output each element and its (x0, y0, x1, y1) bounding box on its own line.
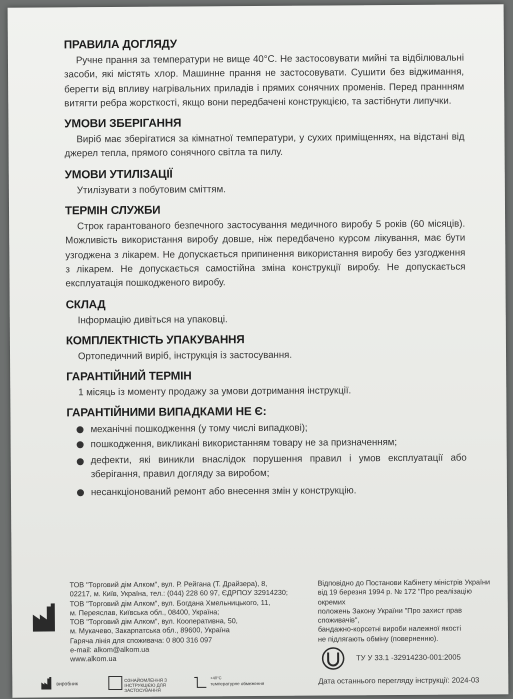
section-service-life (65, 203, 466, 292)
legal-line: положень Закону України "Про захист прав споживачів", (317, 605, 462, 625)
bullet-icon (77, 490, 84, 497)
list-item (67, 435, 467, 453)
email: e-mail: alkom@alkom.ua (70, 644, 150, 655)
list-item-text: пошкодження, викликані використанням товару не за призначенням; (90, 437, 398, 451)
section-text: Утилізувати з побутовим сміттям. (76, 184, 226, 197)
list-item-text: дефекти, які виникли внаслідок порушення правил і умов експлуатації або зберігання, правил догляду за виробом; (90, 452, 467, 481)
section-title: УМОВИ ЗБЕРІГАННЯ (64, 117, 182, 131)
manufacturer-address (70, 579, 291, 664)
legal-line: від 19 березня 1994 р. № 172 "Про реалізацію окремих (317, 586, 472, 607)
section-care (64, 37, 464, 112)
section-warranty-exclusions (66, 405, 467, 501)
section-text: Ортопедичний виріб, інструкція із застосування. (77, 349, 293, 363)
exclusions-list (66, 420, 467, 501)
section-text: 1 місяць із моменту продажу за умови дотримання інструкції. (78, 385, 352, 399)
section-warranty-term (66, 369, 466, 401)
ua-conformity-mark-icon (321, 646, 345, 670)
symbols-row (40, 675, 310, 697)
legal-line: Відповідно до Постанови Кабінету міністрів України (317, 577, 491, 588)
section-title: ГАРАНТІЙНИЙ ТЕРМІН (66, 370, 192, 384)
address-line: ТОВ "Торговий дім Алком", вул. Богдана Хмельницького, 11, (69, 597, 271, 608)
section-storage (64, 116, 464, 162)
list-item-text: несанкціонований ремонт або внесення змін у конструкцію. (90, 485, 357, 499)
hotline: Гаряча лінія для споживача: 0 800 316 097 (69, 635, 213, 646)
footer (26, 577, 497, 692)
section-package-contents (66, 332, 466, 364)
instructions-label: ОЗНАЙОМЛЕННЯ З ІНСТРУКЦІЄЮ ДЛЯ ЗАСТОСУВАННЯ (124, 677, 167, 693)
section-title: ГАРАНТІЙНИМИ ВИПАДКАМИ НЕ Є: (66, 406, 267, 420)
temperature-limit-icon (192, 675, 208, 689)
section-title: КОМПЛЕКТНІСТЬ УПАКУВАННЯ (65, 333, 245, 348)
section-title: ТЕРМІН СЛУЖБИ (64, 204, 161, 218)
address-line: м. Мукачево, Закарпатська обл., 89600, Україна (69, 625, 230, 636)
address-line: ТОВ "Торговий дім Алком", вул. Р. Рейгана (Т. Драйзера), 8, (69, 578, 268, 590)
manufacturer-label: виробник (56, 681, 78, 688)
legal-notice (318, 577, 496, 643)
section-text: Виріб має зберігатися за кімнатної температури, у сухих приміщеннях, на відстані від джерел тепла, прямого сонячного світла та пилу. (64, 131, 465, 160)
legal-line: не підлягають обміну (поверненню). (317, 633, 439, 644)
section-disposal (65, 166, 465, 198)
bullet-icon (77, 459, 84, 466)
website: www.alkom.ua (70, 654, 117, 664)
bullet-icon (77, 442, 84, 449)
legal-line: бандажно-корсетні вироби належної якості (317, 624, 462, 635)
section-title: СКЛАД (65, 298, 106, 311)
list-item (67, 483, 467, 501)
instruction-content (64, 37, 467, 503)
section-text: Строк гарантованого безпечного застосування медичного виробу 5 років (60 місяців). Можливість використання виробу довше, ніж передбачено курсом лікування, має бути узгоджена з лікарем. Не допускається припинення використання виробу без узгодження з лікарем. Не допускається самостійна зміна конструкції виробу. Не допускається експлуатація пошкодженого виробу. (65, 218, 466, 290)
instruction-sheet (8, 4, 509, 697)
tech-spec-number: ТУ У 33.1 -32914230-001:2005 (356, 652, 461, 663)
section-composition (66, 296, 466, 328)
instructions-icon (108, 676, 122, 690)
address-line: м. Переяслав, Київська обл., 08400, Україна; (69, 607, 220, 618)
revision-date: Дата останнього перегляду інструкції: 2024-03 (318, 675, 480, 686)
list-item-text: механічні пошкодження (у тому числі випадкові); (90, 423, 308, 436)
list-item (67, 452, 467, 483)
section-title: УМОВИ УТИЛІЗАЦІЇ (64, 168, 173, 182)
temperature-max-label: +40°С (210, 675, 222, 681)
address-line: ТОВ "Торговий дім Алком", вул. Кооперативна, 50, (69, 616, 238, 627)
manufacturer-symbol-icon (40, 676, 54, 690)
bullet-icon (77, 427, 84, 434)
address-line: 02217, м. Київ, Україна, тел.: (044) 228 60 97, ЄДРПОУ 32914230; (69, 588, 288, 599)
factory-icon (32, 602, 58, 632)
temperature-label: температурне обмеження (210, 680, 265, 687)
section-text: Ручне прання за температури не вище 40°С. Не застосовувати мийні та відбілювальні засоби, які містять хлор. Машинне прання не застосовувати. Сушити без віджимання, берегти від впливу нагрівальних приладів і прямих сонячних променів. Перед праннням витягти ребра жорсткості, якщо вони передбачені конструкцією, та застібнути липучки. (64, 52, 465, 110)
section-text: Інформацію дивіться на упаковці. (77, 313, 228, 326)
section-title: ПРАВИЛА ДОГЛЯДУ (63, 38, 177, 52)
